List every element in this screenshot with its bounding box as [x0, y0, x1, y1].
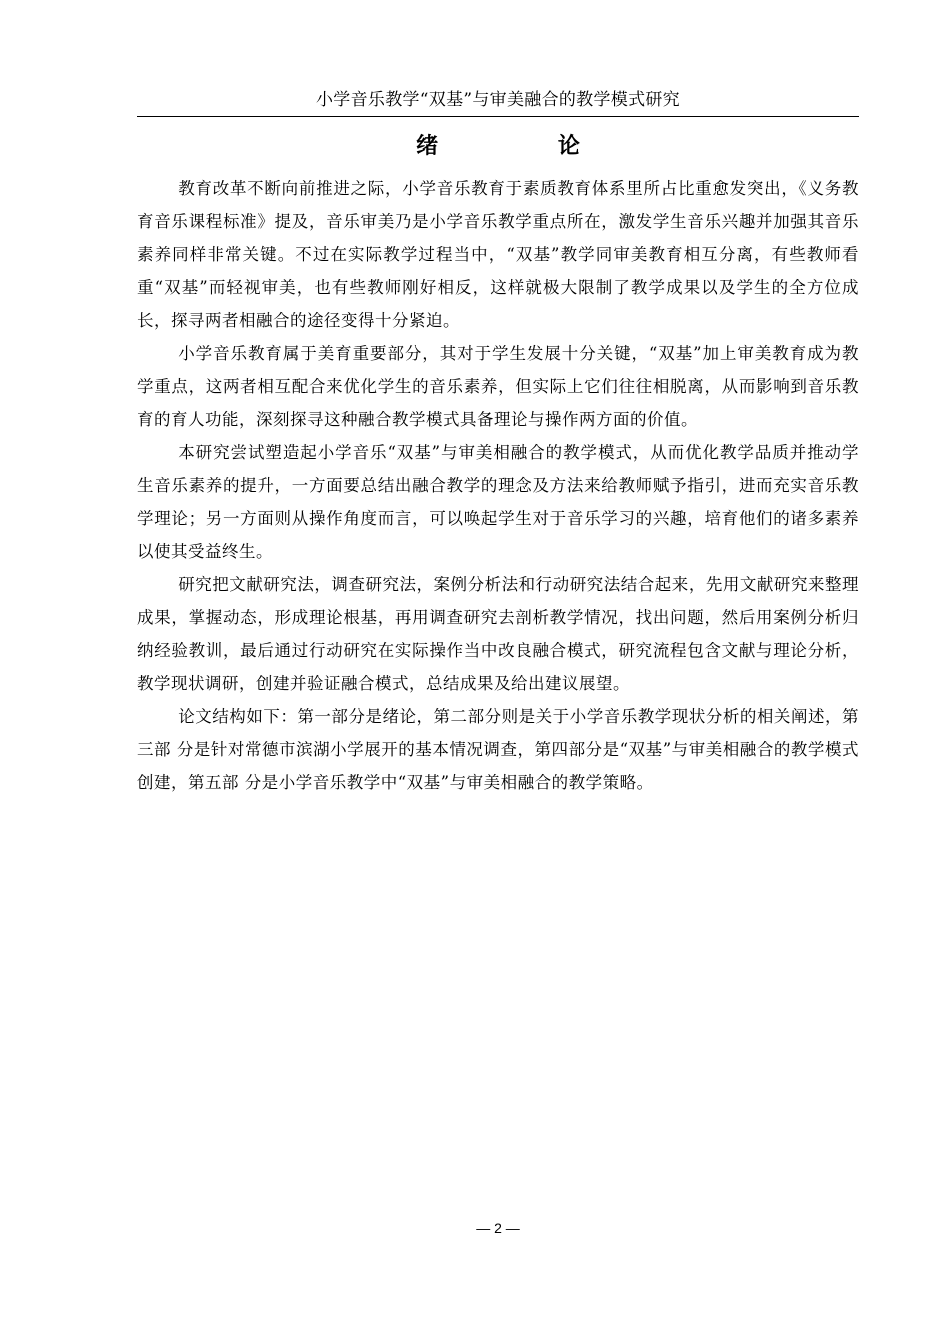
chapter-title: 绪 论 [416, 133, 636, 159]
page-number: — 2 — [476, 1220, 520, 1236]
paragraph: 研究把文献研究法，调查研究法，案例分析法和行动研究法结合起来，先用文献研究来整理成果，掌握动态，形成理论根基，再用调查研究去剖析教学情况，找出问题，然后用案例分析归纳经验教训，最后通过行动研究在实际操作当中改良融合模式，研究流程包含文献与理论分析，教学现状调研，创建并验证融合模式，总结成果及给出建议展望。 [137, 575, 859, 693]
paragraph: 小学音乐教育属于美育重要部分，其对于学生发展十分关键，“双基”加上审美教育成为教学重点，这两者相互配合来优化学生的音乐素养，但实际上它们往往相脱离，从而影响到音乐教育的育人功能，深刻探寻这种融合教学模式具备理论与操作两方面的价值。 [137, 344, 859, 429]
body-text [137, 172, 859, 799]
paragraph: 教育改革不断向前推进之际，小学音乐教育于素质教育体系里所占比重愈发突出，《义务教育音乐课程标准》提及，音乐审美乃是小学音乐教学重点所在，激发学生音乐兴趣并加强其音乐素养同样非常关键。不过在实际教学过程当中，“双基”教学同审美教育相互分离，有些教师看重“双基”而轻视审美，也有些教师刚好相反，这样就极大限制了教学成果以及学生的全方位成长，探寻两者相融合的途径变得十分紧迫。 [137, 179, 859, 330]
paragraph: 论文结构如下：第一部分是绪论，第二部分则是关于小学音乐教学现状分析的相关阐述，第三部 分是针对常德市滨湖小学展开的基本情况调查，第四部分是“双基”与审美相融合的教学模式创建，第五部 分是小学音乐教学中“双基”与审美相融合的教学策略。 [137, 707, 859, 792]
running-header: 小学音乐教学“双基”与审美融合的教学模式研究 [316, 90, 680, 110]
paragraph: 本研究尝试塑造起小学音乐“双基”与审美相融合的教学模式，从而优化教学品质并推动学生音乐素养的提升，一方面要总结出融合教学的理念及方法来给教师赋予指引，进而充实音乐教学理论；另一方面则从操作角度而言，可以唤起学生对于音乐学习的兴趣，培育他们的诸多素养以使其受益终生。 [137, 443, 859, 561]
header-rule [137, 116, 859, 117]
